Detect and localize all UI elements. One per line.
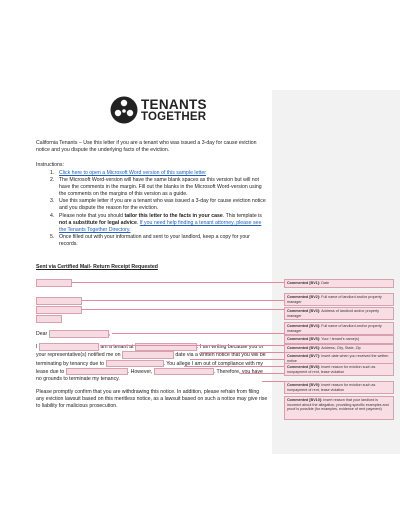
comment-balloon[interactable] [284, 335, 394, 344]
landlord-address-line2-placeholder[interactable] [36, 315, 62, 323]
comment-label: Commented [BV1]: [287, 281, 322, 285]
p1-text-e: . You allege I am out of compliance with my lease due to [36, 360, 263, 376]
sent-via-heading: Sent via Certified Mail- Return Receipt Requested [36, 264, 158, 270]
instruction-number: 3. [50, 198, 55, 205]
comment-balloon[interactable] [284, 279, 394, 288]
comment-label: Commented [BV9]: [287, 383, 322, 387]
date-placeholder[interactable] [36, 279, 72, 287]
comment-text: Insert reason that your landlord is incorrect about the allegation, providing specific examples and proof is possible (for examples, evidence of rent payment) [287, 398, 389, 412]
comment-connector [100, 345, 284, 346]
comment-balloon[interactable] [284, 307, 394, 320]
comment-balloon[interactable] [284, 293, 394, 306]
instruction-text: Please note that you should [59, 212, 125, 219]
instruction-link[interactable]: Click here to open a Microsoft Word version of this sample letter [59, 170, 206, 176]
comment-text: Full name of landlord and/or property manager [287, 324, 382, 333]
p1-text-c: . I am writing because you or your representative(s) notified me on [36, 344, 264, 359]
comment-label: Commented [BV10]: [287, 398, 324, 402]
comment-connector [82, 309, 284, 310]
comment-connector [200, 352, 284, 353]
comment-label: Commented [BV5]: [287, 337, 322, 341]
instruction-item [50, 198, 268, 212]
intro-paragraph: California Tenants – Use this letter if you are a tenant who was issued a 3-day for cause eviction notice and you dispute the underlying facts of the eviction. [36, 140, 257, 154]
logo-wordmark [141, 98, 207, 123]
p1-text-f: . However, [127, 369, 153, 376]
eviction-reason-placeholder[interactable] [106, 360, 164, 368]
instruction-text: . [136, 219, 140, 226]
comment-label: Commented [BV7]: [287, 354, 322, 358]
instruction-item [50, 170, 268, 177]
landlord-address-placeholder[interactable] [36, 306, 82, 314]
instructions-list [50, 170, 268, 248]
comment-connector [72, 282, 284, 283]
comment-balloon[interactable] [284, 396, 394, 420]
tenants-together-logo [110, 96, 220, 124]
instruction-item [50, 177, 268, 198]
lease-violation-placeholder[interactable] [66, 368, 128, 376]
instruction-emphasis: not a substitute for legal advice [59, 219, 137, 226]
instruction-text: The Microsoft Word-version will have the same blank spaces as this version but will not have the comments in the margin. Fill out the blanks in the Microsoft Word-version using the comments on the margins of this version as a guide. [59, 177, 262, 198]
comment-label: Commented [BV4]: [287, 324, 322, 328]
comment-label: Commented [BV8]: [287, 365, 322, 369]
instruction-number: 4. [50, 212, 55, 219]
instruction-item [50, 213, 268, 234]
instruction-text: Use this sample letter if you are a tenant who was issued a 3-day for cause eviction notice and you dispute the reason for the eviction. [59, 198, 266, 212]
comment-text: Date [321, 281, 330, 285]
comment-connector [262, 381, 284, 382]
instruction-text: Once filled out with your information and sent to your landlord, keep a copy for your records. [59, 233, 250, 247]
instruction-emphasis: tailor this letter to the facts in your case [124, 212, 223, 219]
notice-date-placeholder[interactable] [122, 351, 174, 359]
instruction-item [50, 234, 268, 248]
comment-connector [240, 373, 284, 374]
p1-text-b: am a tenant at [100, 344, 134, 351]
salutation-name-placeholder[interactable] [49, 330, 109, 338]
logo-line-2: TOGETHER [141, 111, 207, 123]
comment-text: Insert date when you received the written notice [287, 354, 389, 363]
comment-connector [184, 366, 284, 367]
comment-text: Address of landlord and/or property manager [287, 309, 380, 318]
dispute-reason-placeholder[interactable] [154, 368, 214, 376]
comment-balloon[interactable] [284, 322, 394, 335]
p1-text-a: I [36, 344, 38, 351]
comment-connector [190, 359, 284, 360]
p1-text-d: date via a written notice that you will be terminating by tenancy due to [36, 352, 266, 367]
comment-connector [112, 333, 284, 334]
dear-label: Dear [36, 331, 48, 338]
comment-text: Insert reason for eviction such as nonpayment of rent, lease violation [287, 383, 376, 392]
instruction-number: 1. [50, 170, 55, 176]
logo-line-1: TENANTS [141, 97, 207, 112]
salutation: Dear , [36, 331, 111, 338]
comment-balloon[interactable] [284, 381, 394, 394]
comment-connector [82, 300, 284, 301]
comment-text: Address, City, State, Zip [321, 346, 361, 350]
letter-paragraph-2: Please promptly confirm that you are withdrawing this notice. In addition, please refrain from filing any eviction lawsuit based on this meritless notice, as a lawsuit based on such a notice may give rise to liability for malicious prosecution. [36, 389, 268, 410]
landlord-name-placeholder[interactable] [36, 297, 82, 305]
p1-text-g: . Therefore, you have no grounds to terminate my tenancy. [36, 369, 263, 383]
logo-mark-icon [110, 96, 138, 124]
comment-label: Commented [BV2]: [287, 295, 322, 299]
comment-label: Commented [BV3]: [287, 309, 322, 313]
comment-balloon[interactable] [284, 363, 394, 376]
instruction-number: 5. [50, 233, 55, 240]
instruction-number: 2. [50, 177, 55, 184]
comment-text: Your / tenant's name(s) [321, 337, 360, 341]
comment-label: Commented [BV6]: [287, 346, 322, 350]
instructions-heading: Instructions: [36, 162, 64, 168]
comment-text: Full name of landlord and/or property manager [287, 295, 382, 304]
comment-text: Insert reason for eviction such as nonpayment of rent, lease violation [287, 365, 376, 374]
instruction-link[interactable]: If you need help finding a tenant attorney, please see the Tenants Together Directory. [59, 219, 262, 233]
tenant-name-placeholder[interactable] [39, 343, 99, 351]
instruction-text: . This template is [222, 212, 262, 219]
letter-paragraph-1 [36, 343, 268, 384]
